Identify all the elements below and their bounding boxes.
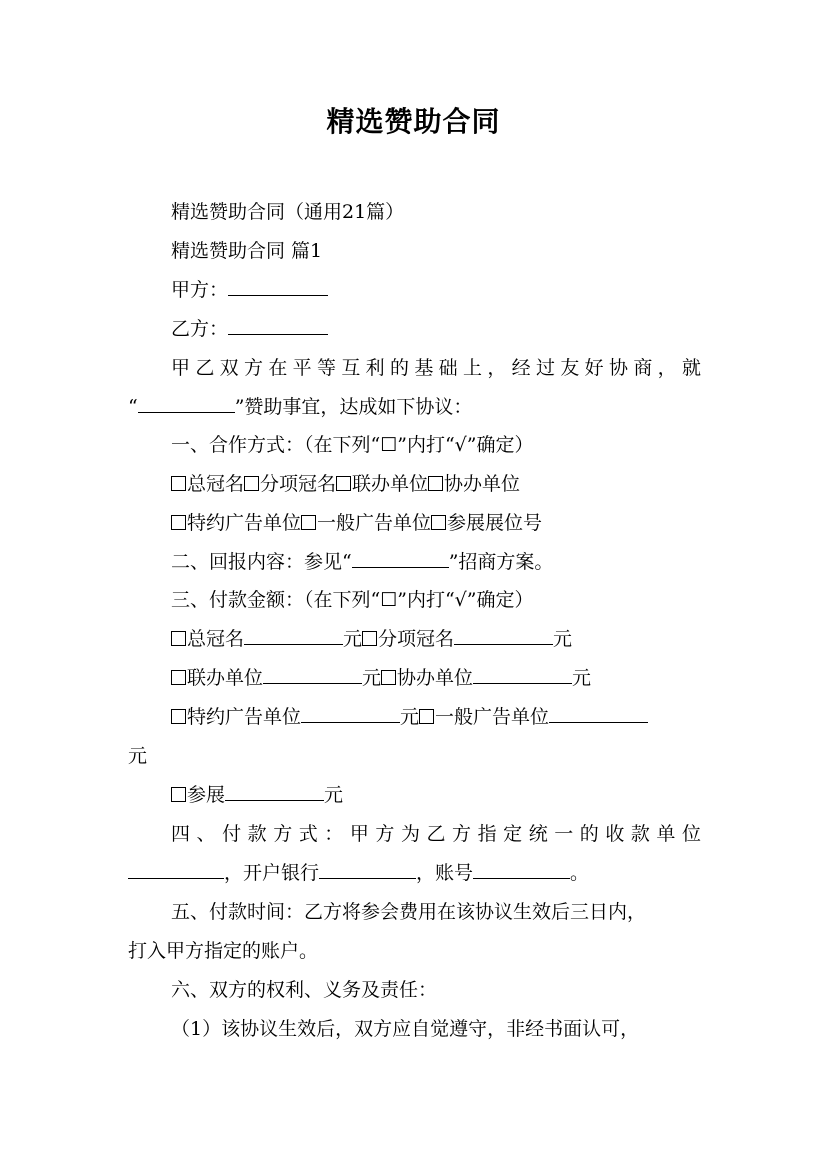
option-label: 特约广告单位 [187,512,302,534]
clause-6: 六、双方的权利、义务及责任： [171,979,438,1001]
amount-unit: 元 [324,784,344,806]
option-label: 联办单位 [352,473,429,495]
checkbox[interactable] [428,476,443,491]
amount-label: 特约广告单位 [187,706,302,728]
document-title: 精选赞助合同 [326,105,501,138]
clause-3: 三、付款金额：（在下列“☐”内打“√”确定） [171,589,534,611]
payee-blank [128,859,224,879]
checkbox[interactable] [301,515,316,530]
clause-1: 一、合作方式：（在下列“☐”内打“√”确定） [171,434,534,456]
amount-blank [244,625,343,645]
amount-blank [225,781,324,801]
clause-2 [171,547,708,577]
plan-name-blank [352,548,449,568]
section-heading: 精选赞助合同 篇1 [171,240,323,262]
amount-label: 参展 [187,784,226,806]
checkbox[interactable] [171,476,186,491]
party-a-label: 甲方： [171,279,229,301]
clause-6-1: （1）该协议生效后，双方应自觉遵守，非经书面认可， [171,1018,640,1040]
intro-line-1: 甲乙双方在平等互利的基础上，经过友好协商，就 [171,357,701,379]
bank-blank [319,859,416,879]
checkbox[interactable] [362,631,377,646]
clause-4: 四、付款方式：甲方为乙方指定统一的收款单位 [171,823,701,845]
amount-row-4 [171,780,708,810]
amount-label: 协办单位 [397,667,474,689]
checkbox[interactable] [171,709,186,724]
option-label: 参展展位号 [447,512,543,534]
option-label: 总冠名 [187,473,245,495]
option-label: 协办单位 [444,473,521,495]
amount-blank [454,625,553,645]
amount-unit: 元 [553,628,573,650]
options-row-1 [171,469,708,499]
checkbox[interactable] [244,476,259,491]
checkbox[interactable] [431,515,446,530]
party-b-blank [228,315,328,335]
amount-label: 联办单位 [187,667,264,689]
option-label: 一般广告单位 [317,512,432,534]
party-a-blank [228,276,328,296]
amount-unit: 元 [400,706,420,728]
party-a-line [171,275,708,305]
checkbox[interactable] [171,787,186,802]
amount-label: 分项冠名 [378,628,455,650]
amount-label: 总冠名 [187,628,245,650]
intro-quote-open: “ [128,396,138,418]
options-row-2 [171,508,708,538]
checkbox[interactable] [419,709,434,724]
account-label: ，账号 [416,862,474,884]
amount-unit: 元 [343,628,363,650]
clause-5-cont: 打入甲方指定的账户。 [128,940,319,962]
amount-blank [549,703,648,723]
amount-label: 一般广告单位 [435,706,550,728]
clause-5: 五、付款时间：乙方将参会费用在该协议生效后三日内， [171,901,647,923]
clause-4-end: 。 [570,862,590,884]
clause-4-cont [128,858,708,888]
checkbox[interactable] [171,631,186,646]
amount-row-2 [171,663,708,693]
intro-quote-close: ”赞助事宜，达成如下协议： [234,396,473,418]
account-blank [473,859,570,879]
amount-row-3-wrap: 元 [128,745,148,767]
amount-unit: 元 [572,667,592,689]
amount-blank [263,664,362,684]
clause-2-prefix: 二、回报内容：参见“ [171,551,352,573]
bank-label: ，开户银行 [224,862,320,884]
party-b-line [171,314,708,344]
document-subtitle: 精选赞助合同（通用21篇） [171,201,405,223]
amount-unit: 元 [362,667,382,689]
clause-2-suffix: ”招商方案。 [448,551,554,573]
amount-blank [473,664,572,684]
intro-line-2 [128,392,708,422]
checkbox[interactable] [171,670,186,685]
party-b-label: 乙方： [171,318,229,340]
checkbox[interactable] [381,670,396,685]
amount-row-3 [171,702,708,732]
checkbox[interactable] [336,476,351,491]
amount-row-1 [171,624,708,654]
sponsorship-name-blank [138,393,235,413]
checkbox[interactable] [171,515,186,530]
option-label: 分项冠名 [260,473,337,495]
amount-blank [301,703,400,723]
